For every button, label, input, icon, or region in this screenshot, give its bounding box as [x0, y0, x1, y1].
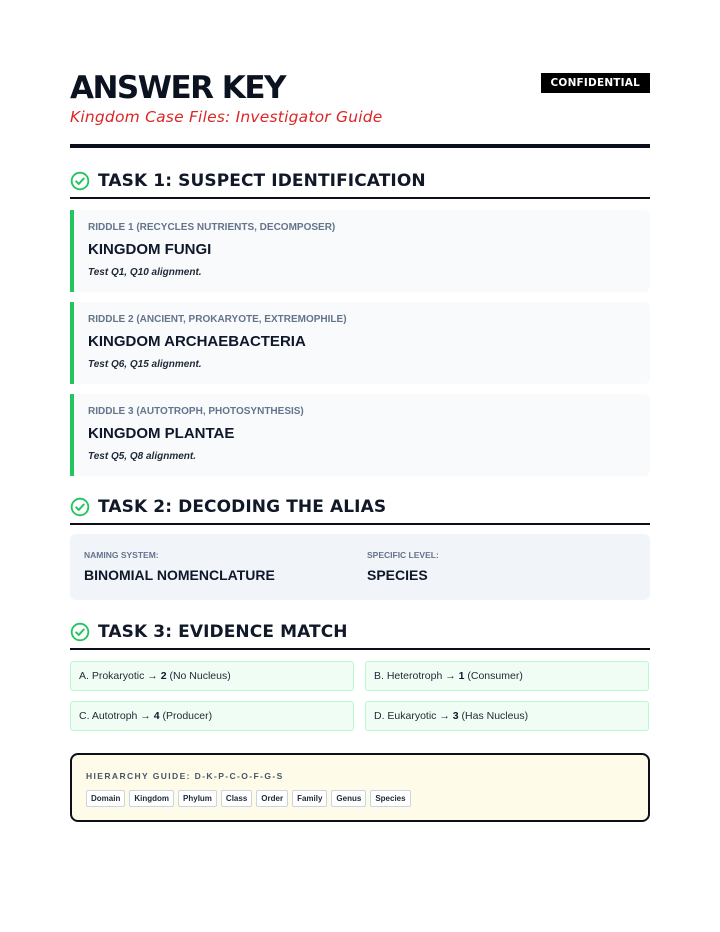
task1-title: TASK 1: SUSPECT IDENTIFICATION — [98, 171, 426, 191]
page-subtitle: Kingdom Case Files: Investigator Guide — [70, 108, 383, 126]
level-chip-phylum: Phylum — [178, 790, 217, 807]
level-chip-family: Family — [292, 790, 327, 807]
answer-key-page — [70, 0, 650, 803]
match-number: 3 — [452, 710, 459, 722]
alias-box — [70, 534, 650, 600]
hierarchy-guide-label: HIERARCHY GUIDE: D-K-P-C-O-F-G-S — [86, 771, 284, 781]
level-chip-order: Order — [256, 790, 288, 807]
check-circle-icon — [70, 622, 90, 642]
riddle-card — [70, 210, 650, 292]
riddle-card — [70, 394, 650, 476]
evidence-match-item — [365, 661, 649, 691]
riddle-note: Test Q6, Q15 alignment. — [88, 359, 202, 370]
check-circle-icon — [70, 171, 90, 191]
task2-heading — [70, 497, 650, 525]
task1-heading — [70, 171, 650, 199]
riddle-answer: KINGDOM ARCHAEBACTERIA — [88, 333, 306, 350]
level-chip-species: Species — [370, 790, 410, 807]
specific-level-label: SPECIFIC LEVEL: — [367, 550, 439, 560]
match-number: 1 — [458, 670, 465, 682]
level-chip-class: Class — [221, 790, 252, 807]
hierarchy-guide — [70, 753, 650, 822]
match-term: D. Eukaryotic → — [374, 710, 453, 722]
header — [70, 0, 650, 148]
riddle-note: Test Q1, Q10 alignment. — [88, 267, 202, 278]
match-desc: (No Nucleus) — [166, 670, 231, 682]
match-desc: (Has Nucleus) — [458, 710, 529, 722]
check-circle-icon — [70, 497, 90, 517]
naming-system-value: BINOMIAL NOMENCLATURE — [84, 567, 275, 583]
match-desc: (Producer) — [159, 710, 213, 722]
riddle-answer: KINGDOM PLANTAE — [88, 425, 235, 442]
evidence-match-item — [70, 701, 354, 731]
riddle-note: Test Q5, Q8 alignment. — [88, 451, 196, 462]
level-chip-domain: Domain — [86, 790, 125, 807]
match-term: C. Autotroph → — [79, 710, 154, 722]
task3-title: TASK 3: EVIDENCE MATCH — [98, 622, 348, 642]
evidence-match-item — [365, 701, 649, 731]
match-number: 2 — [160, 670, 167, 682]
task2-title: TASK 2: DECODING THE ALIAS — [98, 497, 387, 517]
riddle-label: RIDDLE 2 (ANCIENT, PROKARYOTE, EXTREMOPHILE) — [88, 314, 347, 325]
task3-heading — [70, 622, 650, 650]
riddle-label: RIDDLE 1 (RECYCLES NUTRIENTS, DECOMPOSER) — [88, 222, 336, 233]
level-chip-genus: Genus — [331, 790, 366, 807]
page-title: ANSWER KEY — [70, 70, 285, 106]
match-number: 4 — [153, 710, 160, 722]
confidential-badge: CONFIDENTIAL — [541, 73, 650, 93]
naming-system-label: NAMING SYSTEM: — [84, 550, 159, 560]
match-desc: (Consumer) — [464, 670, 523, 682]
match-term: A. Prokaryotic → — [79, 670, 161, 682]
hierarchy-levels — [86, 790, 411, 807]
riddle-answer: KINGDOM FUNGI — [88, 241, 212, 258]
level-chip-kingdom: Kingdom — [129, 790, 174, 807]
riddle-label: RIDDLE 3 (AUTOTROPH, PHOTOSYNTHESIS) — [88, 406, 304, 417]
specific-level-value: SPECIES — [367, 567, 428, 583]
riddle-card — [70, 302, 650, 384]
match-term: B. Heterotroph → — [374, 670, 459, 682]
evidence-match-item — [70, 661, 354, 691]
